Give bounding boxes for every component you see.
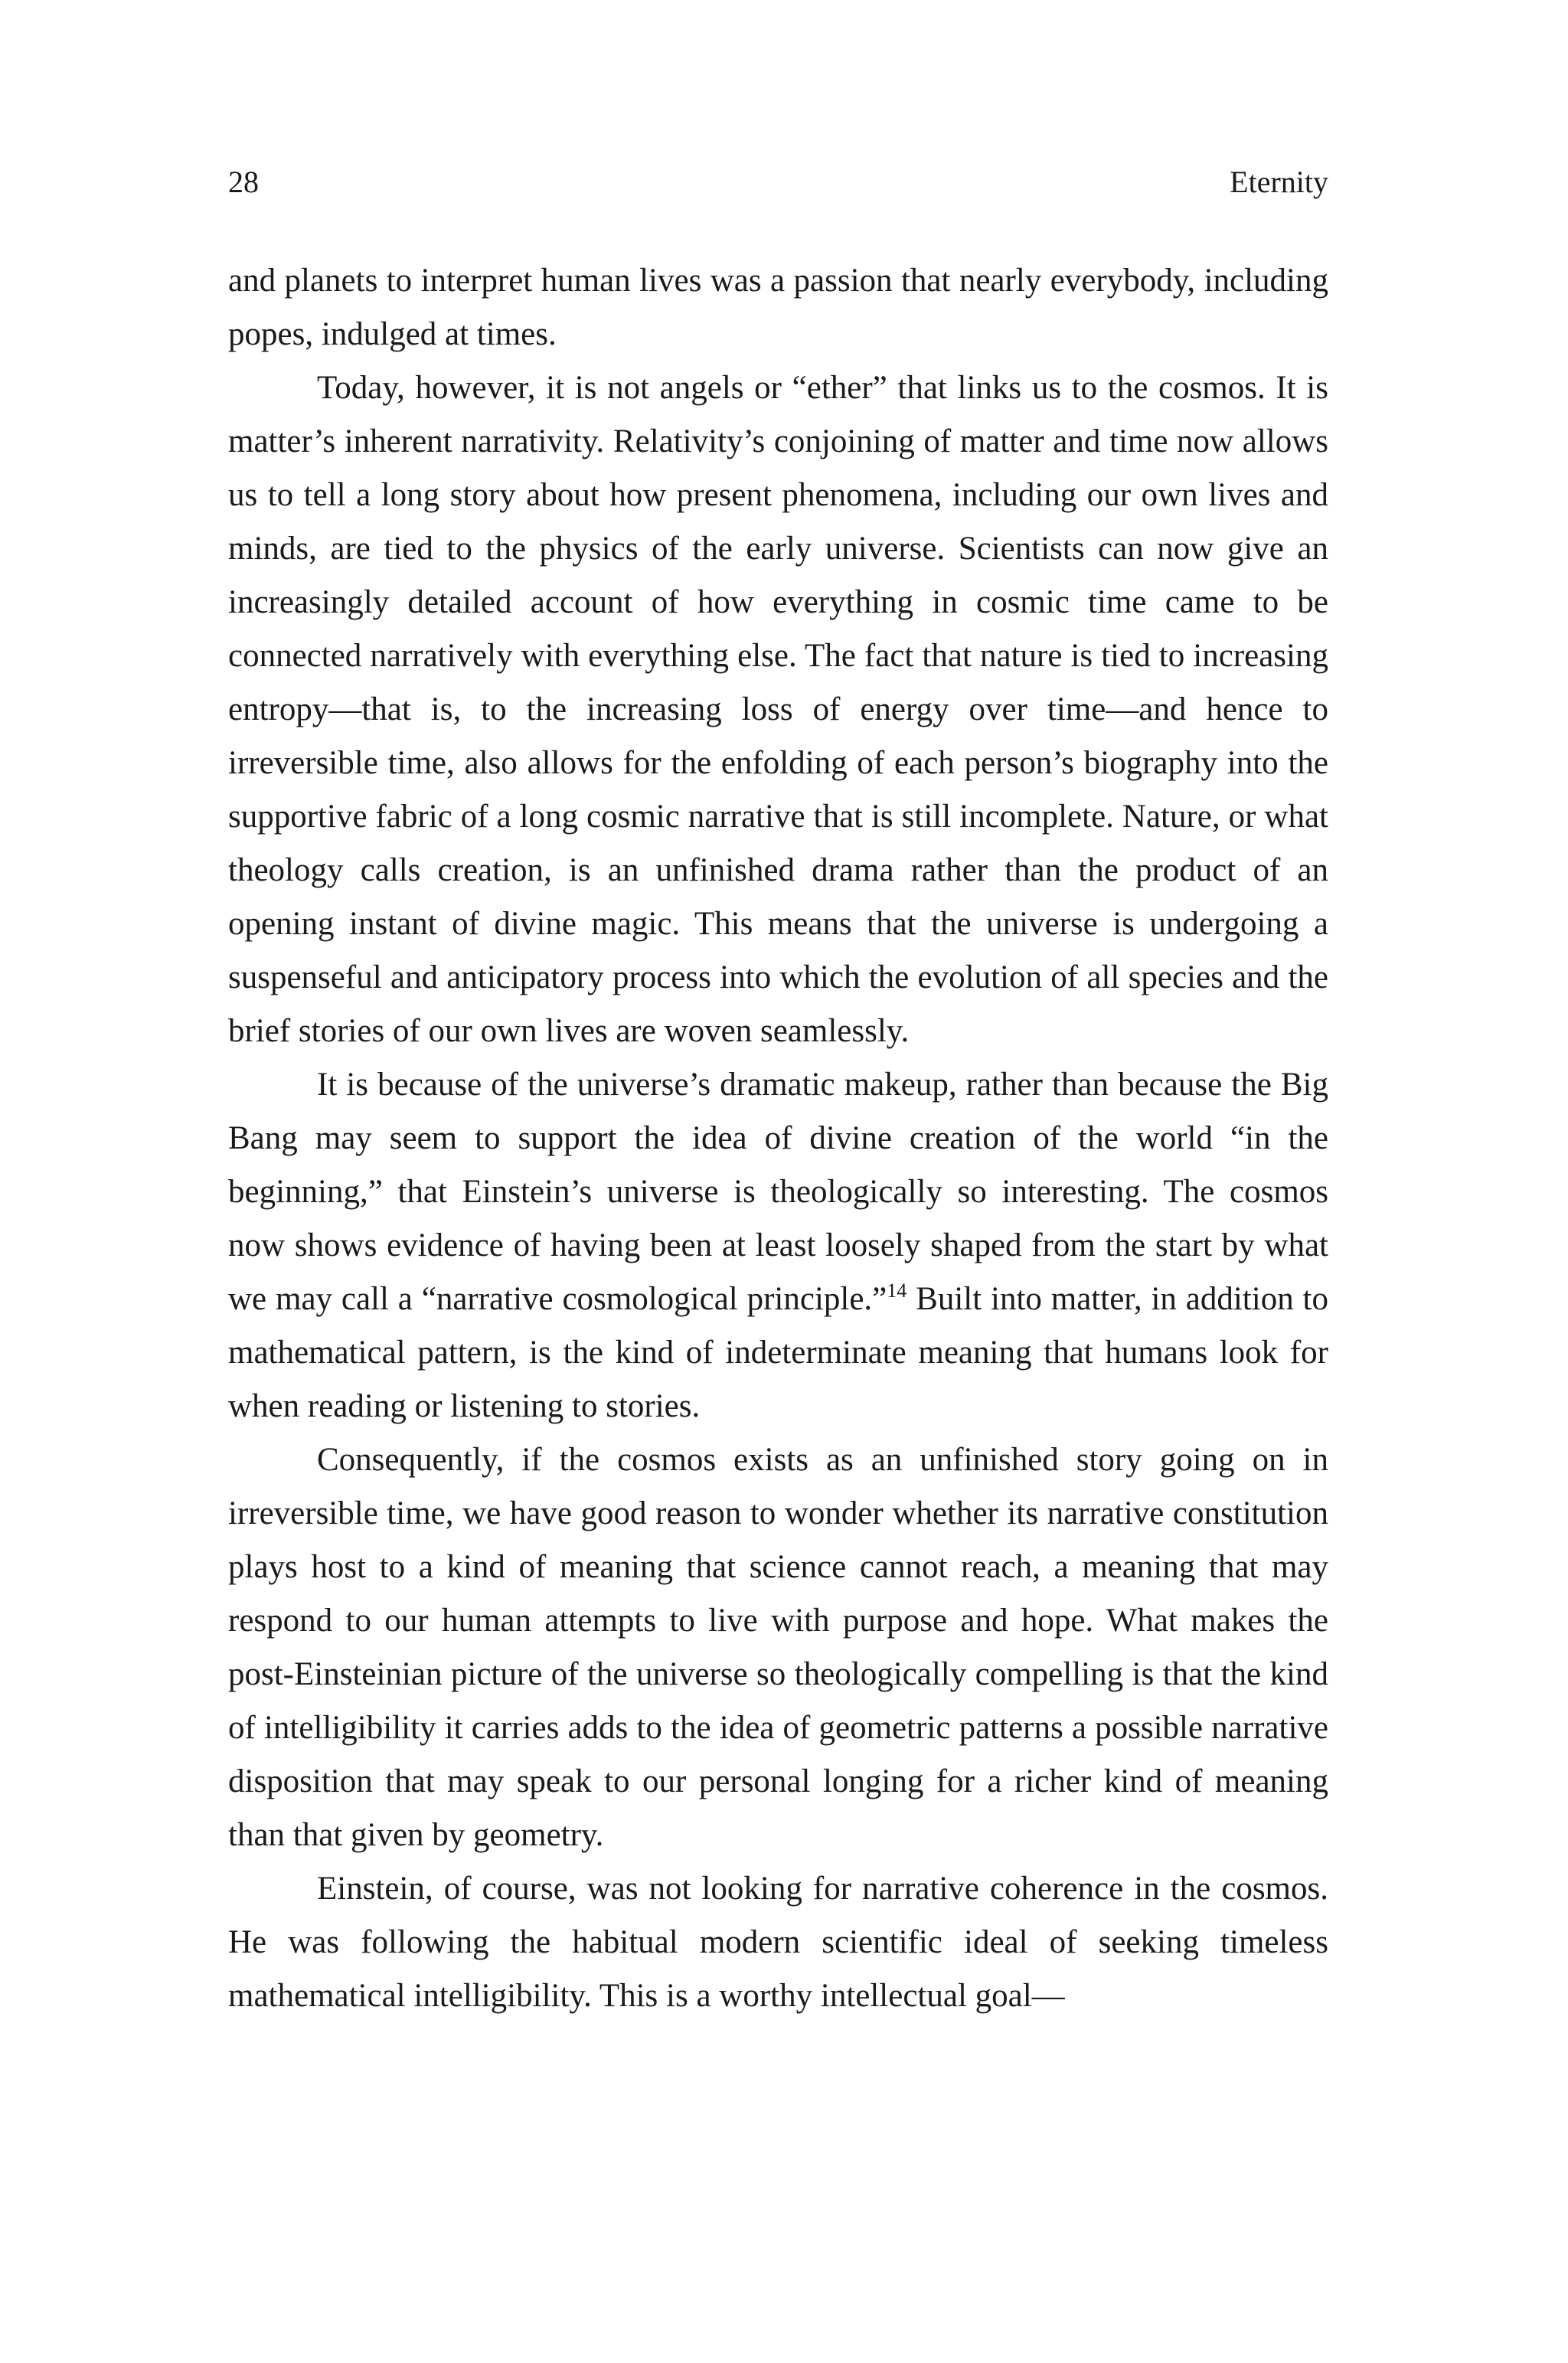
paragraph-dramatic-makeup [228, 1058, 1328, 1433]
body-text [228, 254, 1328, 2023]
paragraph-einstein: Einstein, of course, was not looking for narrative coherence in the cosmos. He was following the habitual modern scientific ideal of seeking timeless mathematical intelligibility. This is a worthy intellectual goal— [228, 1871, 1328, 2014]
paragraph-text-before-note: It is because of the universe’s dramatic makeup, rather than because the Big Bang may seem to support the idea of divine creation of the world “in the beginning,” that Einstein’s universe is theologically so interesting. The cosmos now shows evidence of having been at least loosely shaped from the start by what we may call a “narrative cosmological principle.” [228, 1067, 1328, 1317]
page-number: 28 [228, 165, 259, 199]
footnote-reference[interactable]: 14 [887, 1280, 907, 1302]
paragraph-consequently: Consequently, if the cosmos exists as an unfinished story going on in irreversible time, we have good reason to wonder whether its narrative constitution plays host to a kind of meaning that science cannot reach, a meaning that may respond to our human attempts to live with purpose and hope. What makes the post-Einsteinian picture of the universe so theologically compelling is that the kind of intelligibility it carries adds to the idea of geometric patterns a possible narrative disposition that may speak to our personal longing for a richer kind of meaning than that given by geometry. [228, 1442, 1328, 1853]
paragraph-continuation: and planets to interpret human lives was a passion that nearly everybody, including popes, indulged at times. [228, 263, 1328, 352]
chapter-title: Eternity [1230, 165, 1328, 199]
paragraph-text-after-note: Built into matter, in addition to mathematical pattern, is the kind of indeterminate meaning that humans look for when reading or listening to stories. [228, 1281, 1329, 1424]
running-head [228, 159, 1328, 205]
paragraph-narrativity: Today, however, it is not angels or “ether” that links us to the cosmos. It is matter’s inherent narrativity. Relativity’s conjoining of matter and time now allows us to tell a long story about how present phenomena, including our own lives and minds, are tied to the physics of the early universe. Scientists can now give an increasingly detailed account of how everything in cosmic time came to be connected narratively with everything else. The fact that nature is tied to increasing entropy—that is, to the increasing loss of energy over time—and hence to irreversible time, also allows for the enfolding of each person’s biography into the supportive fabric of a long cosmic narrative that is still incomplete. Nature, or what theology calls creation, is an unfinished drama rather than the product of an opening instant of divine magic. This means that the universe is undergoing a suspenseful and anticipatory process into which the evolution of all species and the brief stories of our own lives are woven seamlessly. [228, 370, 1328, 1049]
